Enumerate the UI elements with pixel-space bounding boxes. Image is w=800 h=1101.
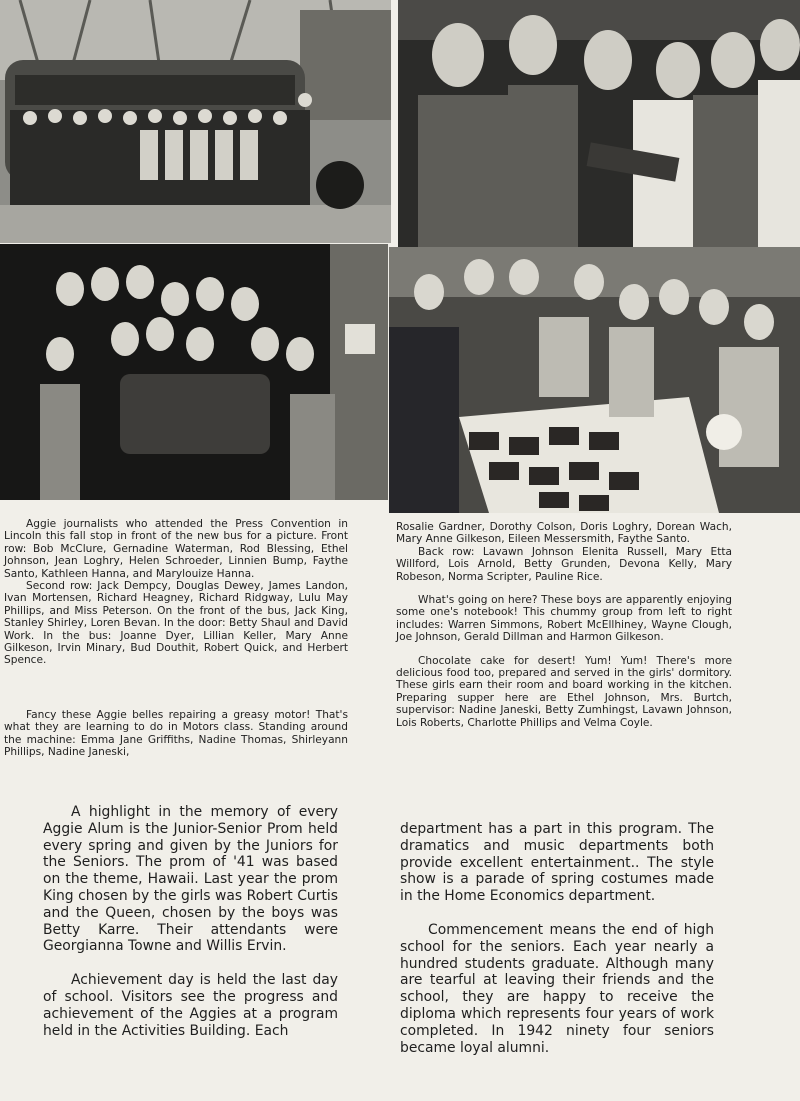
kitchen-cake-illustration [389,247,800,513]
press-convention-caption [4,518,348,667]
caption-notebook: What's going on here? These boys are apparently enjoying some one's notebook! This chummy group from left to right includes: Warren Simmons, Robert McEllhiney, Wayne Clough, Joe Johnson, Gerald Dillman and Harmon Gilkeson. [396,594,732,644]
kitchen-cake-photo [389,247,800,513]
caption-continued-names: Rosalie Gardner, Dorothy Colson, Doris Loghry, Dorean Wach, Mary Anne Gilkeson, Eileen Messersmith, Faythe Santo. [396,521,732,546]
motor-class-photo [0,244,388,500]
body-achievement-paragraph: Achievement day is held the last day of school. Visitors see the progress and achievement of the Aggies at a program held in the Activities Building. Each [43,972,338,1039]
bus-group-photo [0,0,391,243]
body-column-right [400,821,714,1056]
boys-notebook-illustration [398,0,800,247]
body-department-paragraph: department has a part in this program. The dramatics and music departments both provide excellent entertainment.. The style show is a parade of spring costumes made in the Home Economics department. [400,821,714,905]
caption-front-row: Aggie journalists who attended the Press Convention in Lincoln this fall stop in front of the new bus for a picture. Front row: Bob McClure, Gernadine Waterman, Rod Blessing, Ethel Johnson, Jean Loghry, Helen Schroeder, Linnien Bump, Faythe Santo, Kathleen Hanna, and Marylouize Hanna. [4,518,348,580]
motor-class-illustration [0,244,388,500]
boys-notebook-photo [398,0,800,247]
body-prom-paragraph: A highlight in the memory of every Aggie Alum is the Junior-Senior Prom held every spring and given by the Juniors for the Seniors. The prom of '41 was based on the theme, Hawaii. Last year the prom King chosen by the girls was Robert Curtis and the Queen, chosen by the boys was Betty Karre. Their attendants were Georgianna Towne and Willis Ervin. [43,804,338,955]
caption-second-row: Second row: Jack Dempcy, Douglas Dewey, James Landon, Ivan Mortensen, Richard Heagney, Richard Ridgway, Lulu May Phillips, and Miss Peterson. On the front of the bus, Jack King, Stanley Shirley, Loren Bevan. In the door: Betty Shaul and David Work. In the bus: Joanne Dyer, Lillian Keller, Mary Anne Gilkeson, Irvin Minary, Bud Douthit, Robert Quick, and Herbert Spence. [4,580,348,667]
caption-back-row: Back row: Lavawn Johnson Elenita Russell, Mary Etta Willford, Lois Arnold, Betty Grunden, Devona Kelly, Mary Robeson, Norma Scripter, Pauline Rice. [396,545,732,583]
caption-motors-text: Fancy these Aggie belles repairing a greasy motor! That's what they are learning to do in Motors class. Standing around the machine: Emma Jane Griffiths, Nadine Thomas, Shirleyann Phillips, Nadine Janeski, [4,709,348,759]
body-commencement-paragraph: Commencement means the end of high school for the seniors. Each year nearly a hundred students graduate. Although many are tearful at leaving their friends and the school, they are happy to receive the diploma which represents four years of work completed. In 1942 ninety four seniors became loyal alumni. [400,921,714,1056]
motors-class-caption [4,709,348,759]
body-column-left [43,804,338,1039]
bus-group-illustration [0,0,391,243]
right-captions [396,521,732,729]
caption-cake: Chocolate cake for desert! Yum! Yum! There's more delicious food too, prepared and served in the girls' dormitory. These girls earn their room and board working in the kitchen. Preparing supper here are Ethel Johnson, Mrs. Burtch, supervisor: Nadine Janeski, Betty Zumhingst, Lavawn Johnson, Lois Roberts, Charlotte Phillips and Velma Coyle. [396,654,732,729]
